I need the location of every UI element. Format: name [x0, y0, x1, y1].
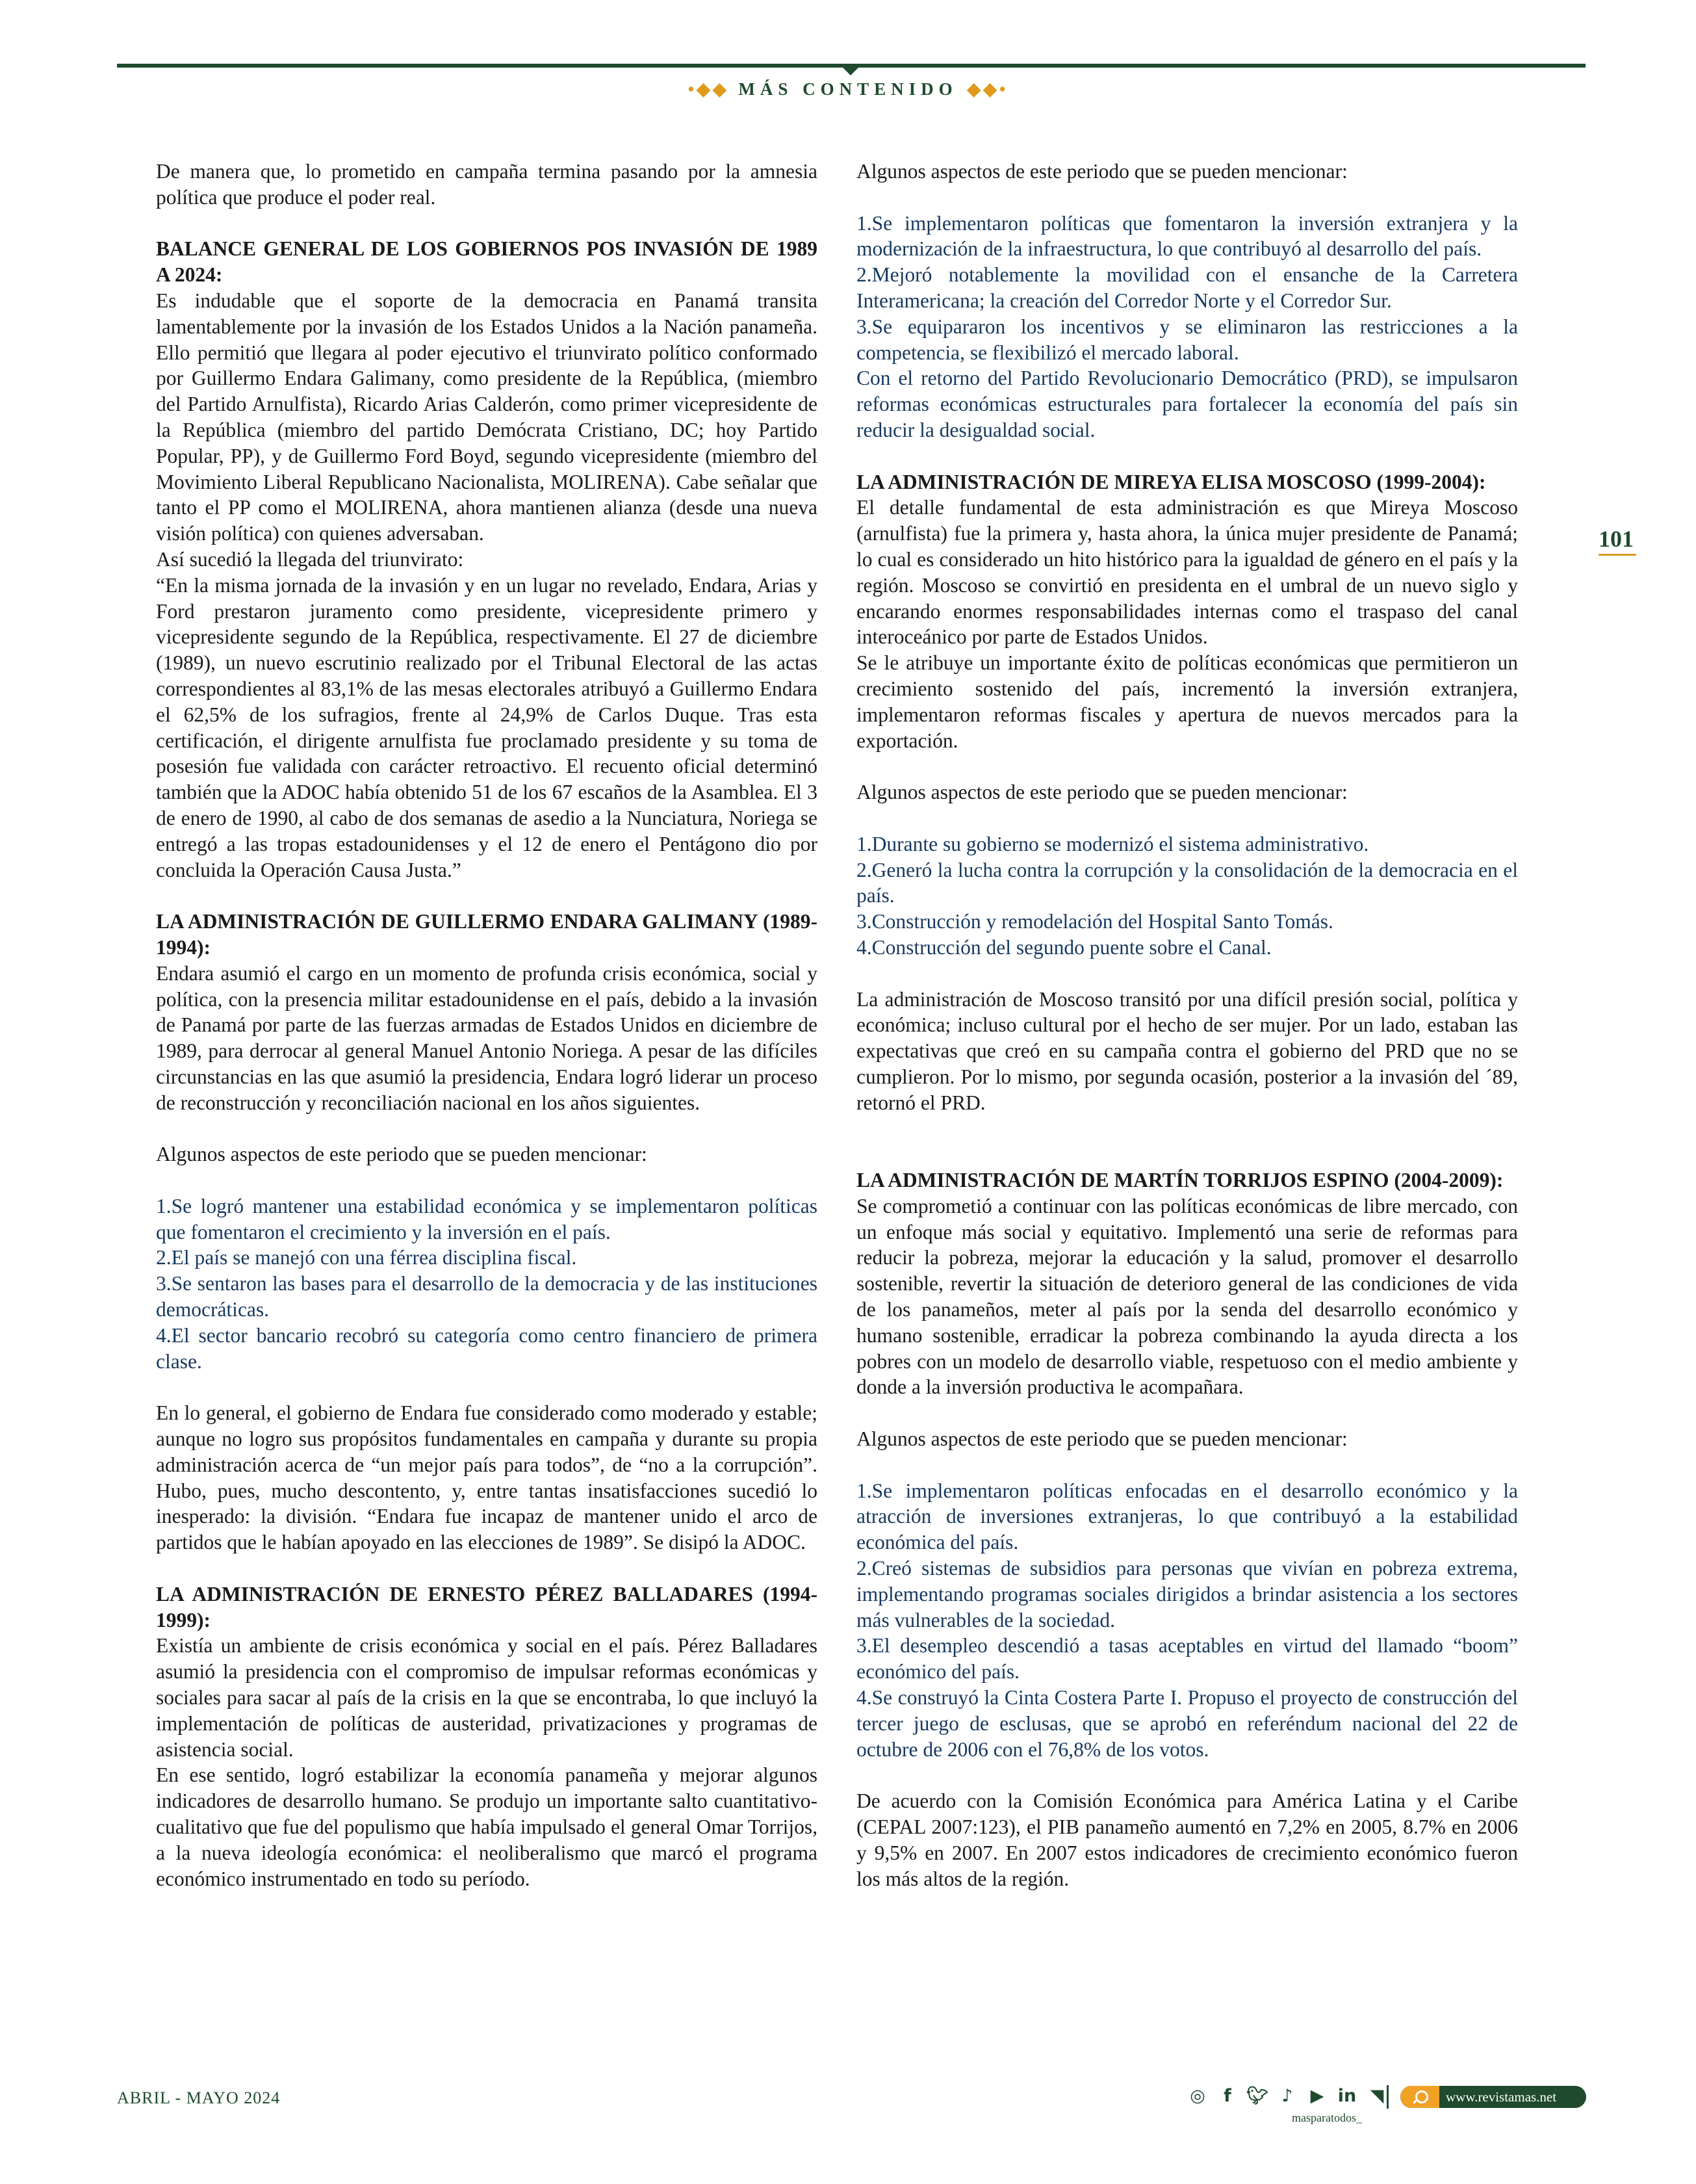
paragraph-moscoso-1: El detalle fundamental de esta administración es que Mireya Moscoso (arnulfista) fue la primera y, hasta ahora, la única mujer presidente de Panamá; lo cual es considerado un hito histórico para la igualdad de género en el país y la región. Moscoso se convirtió en presidenta en el umbral de un nuevo siglo y encarando enormes responsabilidades internas como el traspaso del canal interoceánico por parte de Estados Unidos. — [856, 496, 1518, 649]
paragraph-perez-1: Existía un ambiente de crisis económica y social en el país. Pérez Balladares asumió la presidencia con el compromiso de impulsar reformas económicas y sociales para sacar al país de la crisis en la que se encontraba, lo que incluyó la implementación de políticas de austeridad, privatizaciones y programas de asistencia social. — [156, 1634, 817, 1761]
heading-perez: LA ADMINISTRACIÓN DE ERNESTO PÉREZ BALLADARES (1994-1999): — [156, 1582, 817, 1632]
ornament-left: •◆◆ — [687, 79, 729, 99]
list-item: 4.Construcción del segundo puente sobre el Canal. — [856, 935, 1272, 959]
list-item: 1.Se implementaron políticas que fomentaron la inversión extranjera y la modernización de la infraestructura, lo que contribuyó al desarrollo del país. — [856, 211, 1518, 261]
tiktok-icon[interactable]: ♪ — [1281, 2086, 1293, 2106]
social-icons — [1186, 2085, 1389, 2107]
list-item: 4.El sector bancario recobró su categoría como centro financiero de primera clase. — [156, 1323, 817, 1373]
list-item: 2.Mejoró notablemente la movilidad con el ensanche de la Carretera Interamericana; la creación del Corredor Norte y el Corredor Sur. — [856, 263, 1518, 312]
website-link[interactable] — [1400, 2086, 1586, 2108]
footer-divider — [1387, 2085, 1389, 2109]
list-item: 1.Durante su gobierno se modernizó el sistema administrativo. — [856, 832, 1369, 855]
issue-date: ABRIL - MAYO 2024 — [117, 2088, 281, 2107]
left-column — [156, 159, 817, 1892]
facebook-icon[interactable]: f — [1224, 2086, 1231, 2106]
list-item: 3.Se sentaron las bases para el desarrollo de la democracia y de las instituciones democráticas. — [156, 1272, 817, 1321]
heading-endara: LA ADMINISTRACIÓN DE GUILLERMO ENDARA GALIMANY (1989-1994): — [156, 910, 817, 959]
paragraph-moscoso-2: Se le atribuye un importante éxito de políticas económicas que permitieron un crecimiento sostenido del país, incrementó la inversión extranjera, implementaron reformas fiscales y apertura de nuevos mercados para la exportación. — [856, 651, 1518, 752]
paragraph-quote: “En la misma jornada de la invasión y en un lugar no revelado, Endara, Arias y Ford prestaron juramento como presidente, vicepresidente primero y vicepresidente segundo de la República, respectivamente. El 27 de diciembre (1989), un nuevo escrutinio realizado por el Tribunal Electoral de las actas correspondientes al 83,1% de las mesas electorales atribuyó a Guillermo Endara el 62,5% de los sufragios, frente al 24,9% de Carlos Duque. Tras esta certificación, el dirigente arnulfista fue proclamado presidente y su toma de posesión fue validada con carácter retroactivo. El recuento oficial determinó también que la ADOC había obtenido 51 de los 67 escaños de la Asamblea. El 3 de enero de 1990, al cabo de dos semanas de asedio a la Nunciatura, Noriega se entregó a las tropas estadounidenses y el 12 de enero el Pentágono dio por concluida la Operación Causa Justa.” — [156, 573, 817, 881]
youtube-icon[interactable]: ▶ — [1310, 2086, 1324, 2106]
page-number: 101 — [1599, 526, 1634, 552]
paragraph-balance: Es indudable que el soporte de la democracia en Panamá transita lamentablemente por la invasión de los Estados Unidos a la Nación panameña. Ello permitió que llegara al poder ejecutivo el triunvirato político conformado por Guillermo Endara Galimany, como presidente de la República, (miembro del Partido Arnulfista), Ricardo Arias Calderón, como primer vicepresidente de la República (miembro del partido Demócrata Cristiano, DC; hoy Partido Popular, PP), y de Guillermo Ford Boyd, segundo vicepresidente (miembro del Movimiento Liberal Republicano Nacionalista, MOLIRENA). Cabe señalar que tanto el PP como el MOLIRENA, ahora mantienen alianza (desde una nueva visión política) con quienes adversaban. — [156, 289, 817, 545]
paragraph-intro: De manera que, lo prometido en campaña termina pasando por la amnesia política que produce el poder real. — [156, 160, 817, 209]
list-item: 2.Generó la lucha contra la corrupción y la consolidación de la democracia en el país. — [856, 858, 1518, 907]
paragraph-triunvirato: Así sucedió la llegada del triunvirato: — [156, 547, 464, 571]
list-item: 3.Se equipararon los incentivos y se eliminaron las restricciones a la competencia, se flexibilizó el mercado laboral. — [856, 315, 1518, 364]
heading-balance: BALANCE GENERAL DE LOS GOBIERNOS POS INVASIÓN DE 1989 A 2024: — [156, 237, 817, 287]
paragraph-aspectos: Algunos aspectos de este periodo que se pueden mencionar: — [156, 1143, 647, 1166]
list-item: 1.Se implementaron políticas enfocadas en el desarrollo económico y la atracción de inversiones extranjeras, lo que contribuyó a la estabilidad económica del país. — [856, 1479, 1518, 1554]
instagram-icon[interactable]: ◎ — [1190, 2086, 1205, 2106]
heading-torrijos: LA ADMINISTRACIÓN DE MARTÍN TORRIJOS ESPINO (2004-2009): — [856, 1169, 1504, 1192]
page-number-underline — [1599, 554, 1636, 556]
header-notch — [842, 66, 860, 75]
heading-moscoso: LA ADMINISTRACIÓN DE MIREYA ELISA MOSCOSO (1999-2004): — [856, 470, 1486, 493]
paragraph-perez-2: En ese sentido, logró estabilizar la economía panameña y mejorar algunos indicadores de desarrollo humano. Se produjo un importante salto cuantitativo-cualitativo que fue del populismo que había impulsado el general Omar Torrijos, a la nueva ideología económica: el neoliberalismo que marcó el programa económico instrumentado en todo su período. — [156, 1763, 817, 1890]
paragraph-aspectos: Algunos aspectos de este periodo que se pueden mencionar: — [856, 1427, 1348, 1451]
search-icon — [1400, 2086, 1439, 2108]
social-handle: masparatodos_ — [1292, 2111, 1362, 2124]
paragraph-aspectos: Algunos aspectos de este periodo que se pueden mencionar: — [856, 160, 1348, 183]
list-item: 1.Se logró mantener una estabilidad económica y se implementaron políticas que fomentaron el crecimiento y la inversión en el país. — [156, 1194, 817, 1243]
paragraph-moscoso-3: La administración de Moscoso transitó por una difícil presión social, política y económica; incluso cultural por el hecho de ser mujer. Por un lado, estaban las expectativas que creó en su campaña contra el gobierno del PRD que no se cumplieron. Por lo mismo, por segunda ocasión, posterior a la invasión del ´89, retornó el PRD. — [856, 987, 1518, 1114]
twitter-icon[interactable]: 🐦︎ — [1246, 2086, 1269, 2106]
paragraph-cepal: De acuerdo con la Comisión Económica para América Latina y el Caribe (CEPAL 2007:123), el PIB panameño aumentó en 7,2% en 2005, 8.7% en 2006 y 9,5% en 2007. En 2007 estos indicadores de crecimiento económico fueron los más altos de la región. — [856, 1789, 1518, 1890]
paragraph-general: En lo general, el gobierno de Endara fue considerado como moderado y estable; aunque no logro sus propósitos fundamentales en campaña y durante su propia administración acerca de “un mejor país para todos”, de “no a la corrupción”. Hubo, pues, mucho descontento, y, entre tantas insatisfacciones sucedió lo inesperado: la división. “Endara fue incapaz de mantener unido el arco de partidos que le habían apoyado en las elecciones de 1989”. Se disipó la ADOC. — [156, 1401, 817, 1554]
list-item: 2.El país se manejó con una férrea disciplina fiscal. — [156, 1246, 577, 1269]
list-item: 3.Construcción y remodelación del Hospital Santo Tomás. — [856, 910, 1333, 933]
linkedin-icon[interactable]: in — [1337, 2086, 1357, 2106]
right-column — [856, 159, 1518, 1892]
rss-icon[interactable]: ◥ — [1370, 2086, 1384, 2106]
ornament-right: ◆◆• — [967, 79, 1009, 99]
section-label — [0, 79, 1696, 99]
paragraph-aspectos: Algunos aspectos de este periodo que se pueden mencionar: — [856, 781, 1348, 804]
list-item: 3.El desempleo descendió a tasas aceptables en virtud del llamado “boom” económico del país. — [856, 1634, 1518, 1684]
website-url[interactable]: www.revistamas.net — [1446, 2089, 1557, 2105]
list-item: 4.Se construyó la Cinta Costera Parte I. Propuso el proyecto de construcción del tercer juego de esclusas, que se aprobó en referéndum nacional del 22 de octubre de 2006 con el 76,8% de los votos. — [856, 1686, 1518, 1761]
paragraph-endara: Endara asumió el cargo en un momento de profunda crisis económica, social y política, con la presencia militar estadounidense en el país, debido a la invasión de Panamá por parte de las fuerzas armadas de Estados Unidos en diciembre de 1989, para derrocar al general Manuel Antonio Noriega. A pesar de las difíciles circunstancias en las que asumió la presidencia, Endara logró liderar un proceso de reconstrucción y reconciliación nacional en los años siguientes. — [156, 961, 817, 1114]
list-item: Con el retorno del Partido Revolucionario Democrático (PRD), se impulsaron reformas económicas estructurales para fortalecer la economía del país sin reducir la desigualdad social. — [856, 367, 1518, 441]
section-label-text: MÁS CONTENIDO — [738, 79, 958, 99]
paragraph-torrijos: Se comprometió a continuar con las políticas económicas de libre mercado, con un enfoque más social y equitativo. Implementó una serie de reformas para reducir la pobreza, mejorar la educación y la salud, promover el desarrollo sostenible, revertir la situación de deterioro general de las condiciones de vida de los panameños, meter al país por la senda del desarrollo económico y humano sostenible, erradicar la pobreza combinando la ayuda directa a los pobres con un modelo de desarrollo viable, respetuoso con el medio ambiente y donde a la inversión productiva le acompañara. — [856, 1194, 1518, 1399]
list-item: 2.Creó sistemas de subsidios para personas que vivían en pobreza extrema, implementando programas sociales dirigidos a brindar asistencia a los sectores más vulnerables de la sociedad. — [856, 1557, 1518, 1632]
